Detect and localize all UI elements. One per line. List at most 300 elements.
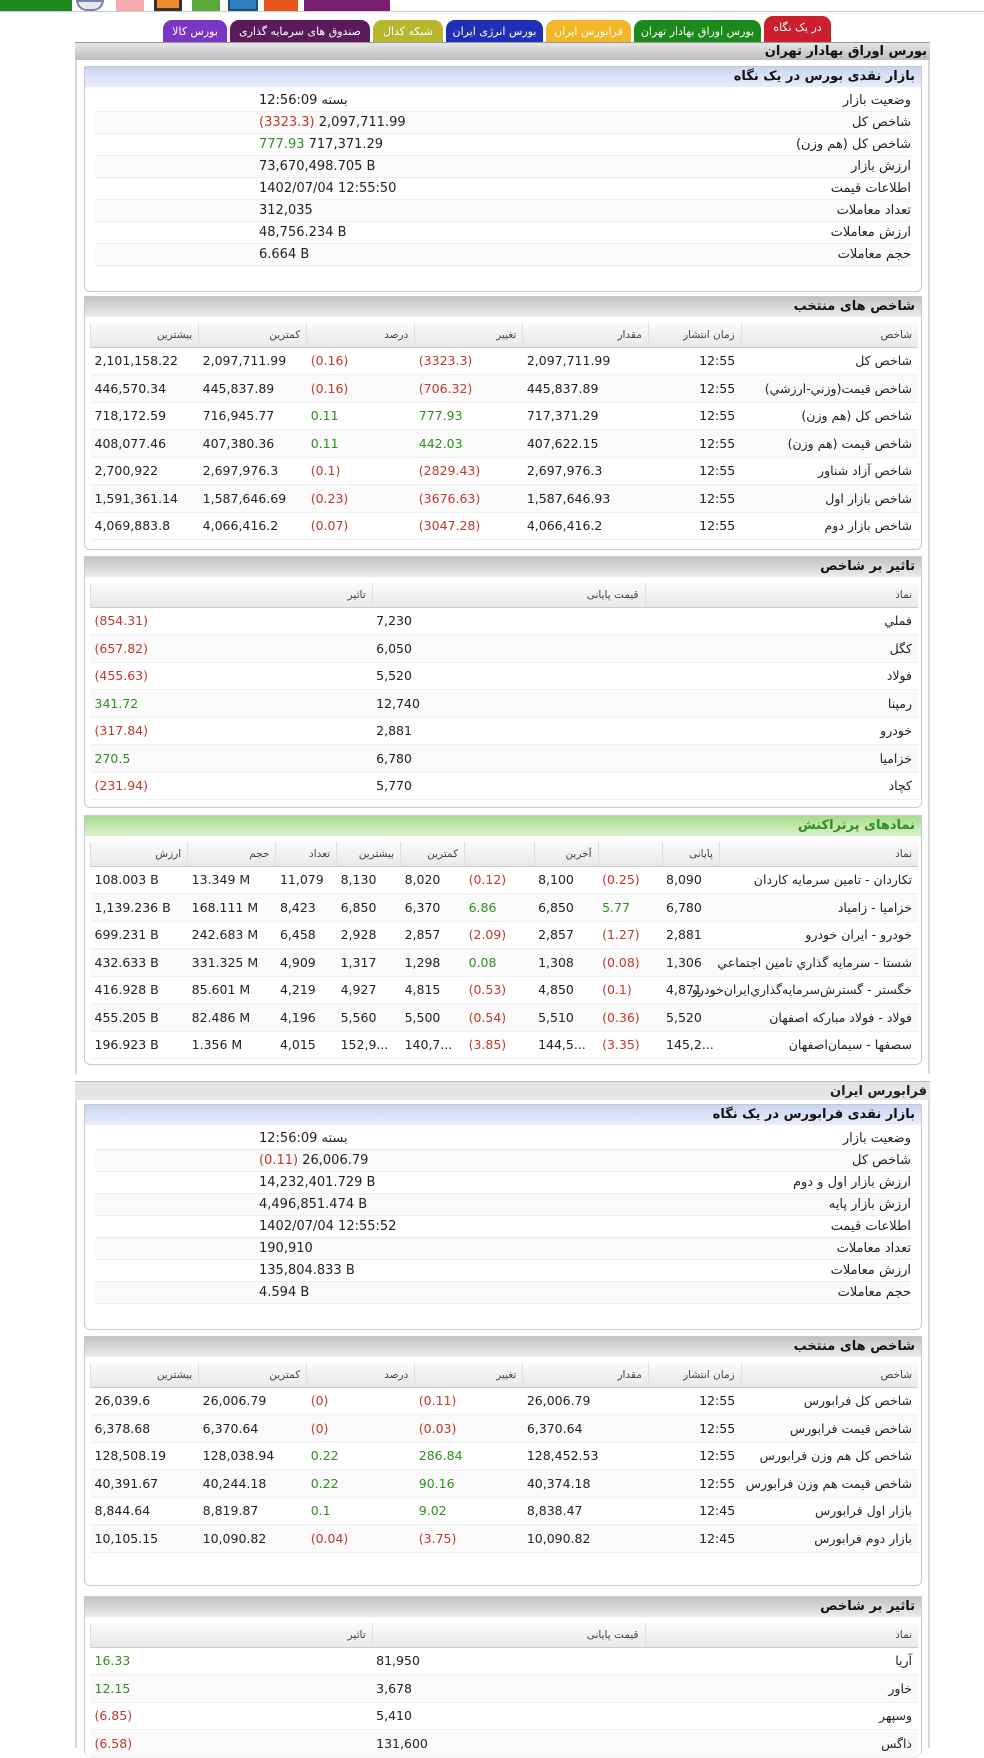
- column-header[interactable]: کمترین: [199, 323, 307, 347]
- value-cell: (706.32): [415, 375, 523, 403]
- value-cell: (3323.3): [415, 347, 523, 375]
- value-cell: 6,780: [662, 894, 719, 922]
- table-row[interactable]: [91, 1415, 919, 1443]
- value-cell: 0.11: [307, 430, 415, 458]
- column-header[interactable]: درصد: [307, 1363, 415, 1387]
- value-cell: 6,378.68: [91, 1415, 199, 1443]
- info-value-cell: [259, 1128, 559, 1149]
- symbol-cell[interactable]: وسپهر: [645, 1702, 918, 1730]
- info-value-cell: [259, 90, 559, 111]
- symbol-cell[interactable]: خودرو - ايران‌ خودرو: [719, 921, 918, 949]
- table-row[interactable]: [91, 976, 919, 1004]
- value-cell: 4,066,416.2: [523, 512, 649, 540]
- table-row[interactable]: [91, 1004, 919, 1032]
- tse-indices-table: [90, 323, 918, 540]
- symbol-cell[interactable]: شاخص قيمت(وزني-ارزشي): [741, 375, 918, 403]
- tab-investment-funds[interactable]: صندوق های سرمایه گذاری: [230, 20, 370, 44]
- value-cell: (6.85): [91, 1702, 373, 1730]
- globe-icon[interactable]: [76, 0, 104, 11]
- value-cell: 1,591,361.14: [91, 485, 199, 513]
- table-row[interactable]: [91, 1525, 919, 1553]
- column-header[interactable]: تاثیر: [91, 583, 373, 607]
- column-header[interactable]: بیشترین: [91, 323, 199, 347]
- symbol-cell[interactable]: رمپنا: [645, 690, 918, 718]
- symbol-cell[interactable]: خودرو: [645, 717, 918, 745]
- info-value: بسته 12:56:09: [259, 93, 348, 108]
- value-cell: 8,423: [276, 894, 337, 922]
- symbol-cell[interactable]: شاخص بازار دوم: [741, 512, 918, 540]
- market-info-row: [95, 1128, 911, 1150]
- value-cell: 5,410: [372, 1702, 645, 1730]
- value-cell: 131,600: [372, 1730, 645, 1758]
- tse-active-title: نمادهای پرتراکنش: [85, 816, 921, 836]
- document-icon[interactable]: [228, 0, 258, 11]
- value-cell: 12:55: [648, 402, 741, 430]
- value-cell: 716,945.77: [199, 402, 307, 430]
- value-cell: 6,850: [337, 894, 401, 922]
- value-cell: 5.77: [598, 894, 662, 922]
- info-value: 2,097,711.99: [318, 115, 406, 130]
- value-cell: 6.86: [465, 894, 535, 922]
- value-cell: 144,5...: [534, 1031, 598, 1059]
- symbol-cell[interactable]: خاور: [645, 1675, 918, 1703]
- value-cell: 777.93: [415, 402, 523, 430]
- info-value-cell: [259, 1194, 559, 1215]
- value-cell: 6,458: [276, 921, 337, 949]
- value-cell: (1.27): [598, 921, 662, 949]
- table-row[interactable]: [91, 662, 919, 690]
- value-cell: (0.53): [465, 976, 535, 1004]
- symbol-cell[interactable]: شاخص بازار اول: [741, 485, 918, 513]
- value-cell: 4,015: [276, 1031, 337, 1059]
- value-cell: 12,740: [372, 690, 645, 718]
- table-row[interactable]: [91, 1702, 919, 1730]
- table-row[interactable]: [91, 1470, 919, 1498]
- value-cell: 4,871: [662, 976, 719, 1004]
- tse-impact-title: تاثیر بر شاخص: [85, 557, 921, 577]
- symbol-cell[interactable]: شاخص کل هم وزن فرابورس: [741, 1442, 918, 1470]
- value-cell: (455.63): [91, 662, 373, 690]
- market-info-row: [95, 156, 911, 178]
- tab-bar: [0, 12, 984, 42]
- value-cell: 445,837.89: [523, 375, 649, 403]
- table-row[interactable]: [91, 1730, 919, 1758]
- info-value: 14,232,401.729 B: [259, 1175, 376, 1190]
- value-cell: 1,306: [662, 949, 719, 977]
- column-header[interactable]: قیمت پایانی: [372, 583, 645, 607]
- value-cell: 82.486 M: [188, 1004, 276, 1032]
- value-cell: 446,570.34: [91, 375, 199, 403]
- tse-cash-title: بازار نقدی بورس در یک نگاه: [85, 67, 921, 87]
- value-cell: (0.03): [415, 1415, 523, 1443]
- column-header[interactable]: قیمت پایانی: [372, 1623, 645, 1647]
- tse-indices-title: شاخص های منتخب: [85, 297, 921, 317]
- info-value-cell: [259, 156, 559, 177]
- value-cell: 2,097,711.99: [523, 347, 649, 375]
- value-cell: 455.205 B: [91, 1004, 188, 1032]
- info-label: حجم معاملات: [837, 1285, 911, 1300]
- value-cell: 81,950: [372, 1647, 645, 1675]
- info-label: وضعیت بازار: [842, 1131, 911, 1146]
- symbol-cell[interactable]: خزامیا: [645, 745, 918, 773]
- value-cell: 12:55: [648, 430, 741, 458]
- value-cell: 8,130: [337, 866, 401, 894]
- value-cell: (854.31): [91, 607, 373, 635]
- value-cell: 196.923 B: [91, 1031, 188, 1059]
- value-cell: 341.72: [91, 690, 373, 718]
- value-cell: 13.349 M: [188, 866, 276, 894]
- column-header[interactable]: کمترین: [199, 1363, 307, 1387]
- table-row[interactable]: [91, 402, 919, 430]
- ifb-section-title: فرابورس ایران: [75, 1081, 930, 1100]
- market-info-row: [95, 178, 911, 200]
- info-label: حجم معاملات: [837, 247, 911, 262]
- value-cell: 270.5: [91, 745, 373, 773]
- tse-active-table: [90, 842, 918, 1059]
- symbol-cell[interactable]: فولاد - فولاد مباركه اصفهان: [719, 1004, 918, 1032]
- table-row[interactable]: [91, 690, 919, 718]
- column-header[interactable]: آخرین: [534, 842, 598, 866]
- value-cell: 2,700,922: [91, 457, 199, 485]
- info-value-cell: [259, 1216, 559, 1237]
- value-cell: 5,500: [401, 1004, 465, 1032]
- calendar-icon[interactable]: [154, 0, 182, 11]
- table-row[interactable]: [91, 894, 919, 922]
- info-label: وضعیت بازار: [842, 93, 911, 108]
- column-header[interactable]: تغییر: [415, 323, 523, 347]
- tse-section-title: بورس اوراق بهادار تهران: [75, 42, 930, 60]
- value-cell: 40,391.67: [91, 1470, 199, 1498]
- value-cell: 5,510: [534, 1004, 598, 1032]
- symbol-cell[interactable]: شاخص كل (هم وزن): [741, 402, 918, 430]
- info-value-cell: [259, 1282, 559, 1303]
- leaf-icon[interactable]: [192, 0, 220, 11]
- table-row[interactable]: [91, 635, 919, 663]
- tse-cash-panel: [84, 66, 922, 292]
- symbol-cell[interactable]: كگل: [645, 635, 918, 663]
- value-cell: 8,838.47: [523, 1497, 649, 1525]
- value-cell: 2,881: [372, 717, 645, 745]
- value-cell: 4,850: [534, 976, 598, 1004]
- market-info-row: [95, 90, 911, 112]
- value-cell: (3047.28): [415, 512, 523, 540]
- value-cell: 2,857: [401, 921, 465, 949]
- bookmark-icon[interactable]: [116, 0, 144, 11]
- value-cell: 90.16: [415, 1470, 523, 1498]
- column-header[interactable]: حجم: [188, 842, 276, 866]
- info-value-cell: [259, 244, 559, 265]
- value-cell: 12:55: [648, 1415, 741, 1443]
- value-cell: 108.003 B: [91, 866, 188, 894]
- symbol-cell[interactable]: ذاگس: [645, 1730, 918, 1758]
- column-header[interactable]: شاخص: [741, 1363, 918, 1387]
- symbol-cell[interactable]: خزامیا - زامیاد: [719, 894, 918, 922]
- market-info-row: [95, 1194, 911, 1216]
- column-header[interactable]: شاخص: [741, 323, 918, 347]
- value-cell: 408,077.46: [91, 430, 199, 458]
- info-label: ارزش معاملات: [830, 225, 911, 240]
- column-header[interactable]: [598, 842, 662, 866]
- grid-icon[interactable]: [264, 0, 298, 11]
- table-row[interactable]: [91, 607, 919, 635]
- market-info-row: [95, 222, 911, 244]
- tab-tehran-stock-exchange[interactable]: بورس اوراق بهادار تهران: [634, 20, 761, 44]
- value-cell: 4,066,416.2: [199, 512, 307, 540]
- info-label: ارزش معاملات: [830, 1263, 911, 1278]
- value-cell: 4,219: [276, 976, 337, 1004]
- value-cell: 2,857: [534, 921, 598, 949]
- tab-codal[interactable]: شبکه کدال: [373, 20, 443, 44]
- column-header[interactable]: درصد: [307, 323, 415, 347]
- value-cell: 6,370.64: [199, 1415, 307, 1443]
- market-info-row: [95, 1238, 911, 1260]
- symbol-cell[interactable]: فولاد: [645, 662, 918, 690]
- info-label: شاخص کل: [852, 115, 911, 130]
- value-cell: 26,006.79: [199, 1387, 307, 1415]
- column-header[interactable]: زمان انتشار: [648, 323, 741, 347]
- value-cell: 6,780: [372, 745, 645, 773]
- value-cell: (0.23): [307, 485, 415, 513]
- value-cell: 40,374.18: [523, 1470, 649, 1498]
- value-cell: 8,844.64: [91, 1497, 199, 1525]
- table-row[interactable]: [91, 745, 919, 773]
- market-info-row: [95, 134, 911, 156]
- value-cell: (2829.43): [415, 457, 523, 485]
- top-color-strip-green: [0, 0, 72, 11]
- value-cell: 4,196: [276, 1004, 337, 1032]
- market-info-row: [95, 1282, 911, 1304]
- value-cell: 11,079: [276, 866, 337, 894]
- table-row[interactable]: [91, 949, 919, 977]
- symbol-cell[interactable]: شاخص آزاد شناور: [741, 457, 918, 485]
- value-cell: 1,587,646.69: [199, 485, 307, 513]
- tab-at-a-glance[interactable]: در یک نگاه: [764, 16, 831, 44]
- market-info-row: [95, 1150, 911, 1172]
- symbol-cell[interactable]: سصفها - سيمان‌اصفهان: [719, 1031, 918, 1059]
- column-header[interactable]: تعداد: [276, 842, 337, 866]
- table-header-row: [91, 1363, 919, 1387]
- value-cell: 2,881: [662, 921, 719, 949]
- symbol-cell[interactable]: بازار اول فرابورس: [741, 1497, 918, 1525]
- table-row[interactable]: [91, 375, 919, 403]
- symbol-cell[interactable]: خگستر - گسترش‌سرمايه‌گذاري‌ايران‌خودرو: [719, 976, 918, 1004]
- value-cell: 8,020: [401, 866, 465, 894]
- value-cell: (0.1): [598, 976, 662, 1004]
- value-cell: 128,038.94: [199, 1442, 307, 1470]
- column-header[interactable]: تاثیر: [91, 1623, 373, 1647]
- value-cell: 5,770: [372, 772, 645, 800]
- value-cell: 1.356 M: [188, 1031, 276, 1059]
- value-cell: 442.03: [415, 430, 523, 458]
- market-info-row: [95, 1260, 911, 1282]
- column-header[interactable]: نماد: [645, 1623, 918, 1647]
- tab-iran-farabourse[interactable]: فرابورس ایران: [546, 20, 631, 44]
- value-cell: (231.94): [91, 772, 373, 800]
- value-cell: 9.02: [415, 1497, 523, 1525]
- value-cell: 12:45: [648, 1497, 741, 1525]
- table-row[interactable]: [91, 1647, 919, 1675]
- symbol-cell[interactable]: شاخص قيمت (هم وزن): [741, 430, 918, 458]
- table-header-row: [91, 583, 919, 607]
- value-cell: 286.84: [415, 1442, 523, 1470]
- info-value-cell: [259, 178, 559, 199]
- tab-commodity-exchange[interactable]: بورس کالا: [163, 20, 227, 44]
- value-cell: 145,2...: [662, 1031, 719, 1059]
- value-cell: 10,090.82: [199, 1525, 307, 1553]
- value-cell: 2,697,976.3: [523, 457, 649, 485]
- table-row[interactable]: [91, 772, 919, 800]
- value-cell: 4,927: [337, 976, 401, 1004]
- value-cell: 407,380.36: [199, 430, 307, 458]
- info-label: تعداد معاملات: [836, 1241, 911, 1256]
- market-info-row: [95, 112, 911, 134]
- info-label: ارزش بازار: [851, 159, 911, 174]
- symbol-cell[interactable]: فملي: [645, 607, 918, 635]
- value-cell: 6,370: [401, 894, 465, 922]
- info-value: 48,756.234 B: [259, 225, 347, 240]
- column-header[interactable]: بیشترین: [91, 1363, 199, 1387]
- value-cell: (3.85): [465, 1031, 535, 1059]
- value-cell: 2,697,976.3: [199, 457, 307, 485]
- value-cell: 6,850: [534, 894, 598, 922]
- info-value-cell: [259, 1238, 559, 1259]
- value-cell: 40,244.18: [199, 1470, 307, 1498]
- symbol-cell[interactable]: شاخص كل: [741, 347, 918, 375]
- table-row[interactable]: [91, 485, 919, 513]
- info-value: بسته 12:56:09: [259, 1131, 348, 1146]
- value-cell: (3.75): [415, 1525, 523, 1553]
- info-label: شاخص کل (هم وزن): [795, 137, 911, 152]
- table-row[interactable]: [91, 866, 919, 894]
- symbol-cell[interactable]: کچاد: [645, 772, 918, 800]
- value-cell: 6,370.64: [523, 1415, 649, 1443]
- symbol-cell[interactable]: بازار دوم فرابورس: [741, 1525, 918, 1553]
- value-cell: 12:55: [648, 1387, 741, 1415]
- value-cell: 128,452.53: [523, 1442, 649, 1470]
- value-cell: 5,520: [372, 662, 645, 690]
- info-label: شاخص کل: [852, 1153, 911, 1168]
- tab-energy-exchange[interactable]: بورس انرژی ایران: [446, 20, 543, 44]
- table-row[interactable]: [91, 1497, 919, 1525]
- symbol-cell[interactable]: شاخص كل فرابورس: [741, 1387, 918, 1415]
- info-value-cell: [259, 1172, 559, 1193]
- value-cell: (0.11): [415, 1387, 523, 1415]
- info-value-cell: [259, 222, 559, 243]
- symbol-cell[interactable]: شاخص قيمت فرابورس: [741, 1415, 918, 1443]
- value-cell: (6.58): [91, 1730, 373, 1758]
- symbol-cell[interactable]: شستا - سرمايه گذاري تامين اجتماعي: [719, 949, 918, 977]
- value-cell: 1,317: [337, 949, 401, 977]
- column-header[interactable]: نماد: [645, 583, 918, 607]
- info-label: اطلاعات قیمت: [830, 181, 911, 196]
- tse-indices-panel: [84, 296, 922, 550]
- table-header-row: [91, 323, 919, 347]
- table-row[interactable]: [91, 1387, 919, 1415]
- info-label: ارزش بازار پایه: [828, 1197, 911, 1212]
- value-cell: (0.36): [598, 1004, 662, 1032]
- value-cell: (0.1): [307, 457, 415, 485]
- value-cell: 12:55: [648, 485, 741, 513]
- value-cell: 242.683 M: [188, 921, 276, 949]
- value-cell: 718,172.59: [91, 402, 199, 430]
- column-header[interactable]: [465, 842, 535, 866]
- value-cell: 717,371.29: [523, 402, 649, 430]
- symbol-cell[interactable]: آریا: [645, 1647, 918, 1675]
- column-header[interactable]: کمترین: [401, 842, 465, 866]
- table-row[interactable]: [91, 430, 919, 458]
- value-cell: 1,139.236 B: [91, 894, 188, 922]
- table-row[interactable]: [91, 717, 919, 745]
- info-value-cell: [259, 1260, 559, 1281]
- column-header[interactable]: تغییر: [415, 1363, 523, 1387]
- info-change: (3323.3): [259, 115, 315, 130]
- value-cell: (0.25): [598, 866, 662, 894]
- info-value: 1402/07/04 12:55:50: [259, 181, 397, 196]
- column-header[interactable]: ارزش: [91, 842, 188, 866]
- column-header[interactable]: مقدار: [523, 1363, 649, 1387]
- table-row[interactable]: [91, 1675, 919, 1703]
- value-cell: 7,230: [372, 607, 645, 635]
- value-cell: (657.82): [91, 635, 373, 663]
- info-label: اطلاعات قیمت: [830, 1219, 911, 1234]
- value-cell: 140,7...: [401, 1031, 465, 1059]
- value-cell: 0.1: [307, 1497, 415, 1525]
- column-header[interactable]: مقدار: [523, 323, 649, 347]
- tse-impact-panel: [84, 556, 922, 808]
- symbol-cell[interactable]: شاخص قیمت هم وزن فرابورس: [741, 1470, 918, 1498]
- value-cell: 26,039.6: [91, 1387, 199, 1415]
- value-cell: 152,9...: [337, 1031, 401, 1059]
- column-header[interactable]: زمان انتشار: [648, 1363, 741, 1387]
- info-value: 717,371.29: [308, 137, 384, 152]
- symbol-cell[interactable]: تكاردان - تامين سرمايه كاردان: [719, 866, 918, 894]
- value-cell: (2.09): [465, 921, 535, 949]
- ifb-indices-panel: [84, 1336, 922, 1586]
- info-value: 6.664 B: [259, 247, 310, 262]
- info-change: 777.93: [259, 137, 305, 152]
- table-row[interactable]: [91, 1031, 919, 1059]
- table-row[interactable]: [91, 921, 919, 949]
- value-cell: (0.12): [465, 866, 535, 894]
- value-cell: (0): [307, 1415, 415, 1443]
- value-cell: (3.35): [598, 1031, 662, 1059]
- table-row[interactable]: [91, 512, 919, 540]
- column-header[interactable]: پایانی: [662, 842, 719, 866]
- info-value: 135,804.833 B: [259, 1263, 355, 1278]
- value-cell: 12:55: [648, 457, 741, 485]
- value-cell: (0.16): [307, 375, 415, 403]
- value-cell: 2,101,158.22: [91, 347, 199, 375]
- value-cell: 3,678: [372, 1675, 645, 1703]
- value-cell: 8,819.87: [199, 1497, 307, 1525]
- value-cell: (0.04): [307, 1525, 415, 1553]
- value-cell: 699.231 B: [91, 921, 188, 949]
- info-value: 26,006.79: [302, 1153, 369, 1168]
- value-cell: 12:55: [648, 347, 741, 375]
- market-info-row: [95, 1216, 911, 1238]
- value-cell: 85.601 M: [188, 976, 276, 1004]
- table-row[interactable]: [91, 347, 919, 375]
- tse-impact-table: [90, 583, 918, 800]
- value-cell: 2,928: [337, 921, 401, 949]
- column-header[interactable]: بیشترین: [337, 842, 401, 866]
- value-cell: 0.11: [307, 402, 415, 430]
- table-row[interactable]: [91, 457, 919, 485]
- column-header[interactable]: نماد: [719, 842, 918, 866]
- table-row[interactable]: [91, 1442, 919, 1470]
- tse-active-panel: [84, 815, 922, 1065]
- value-cell: (0.54): [465, 1004, 535, 1032]
